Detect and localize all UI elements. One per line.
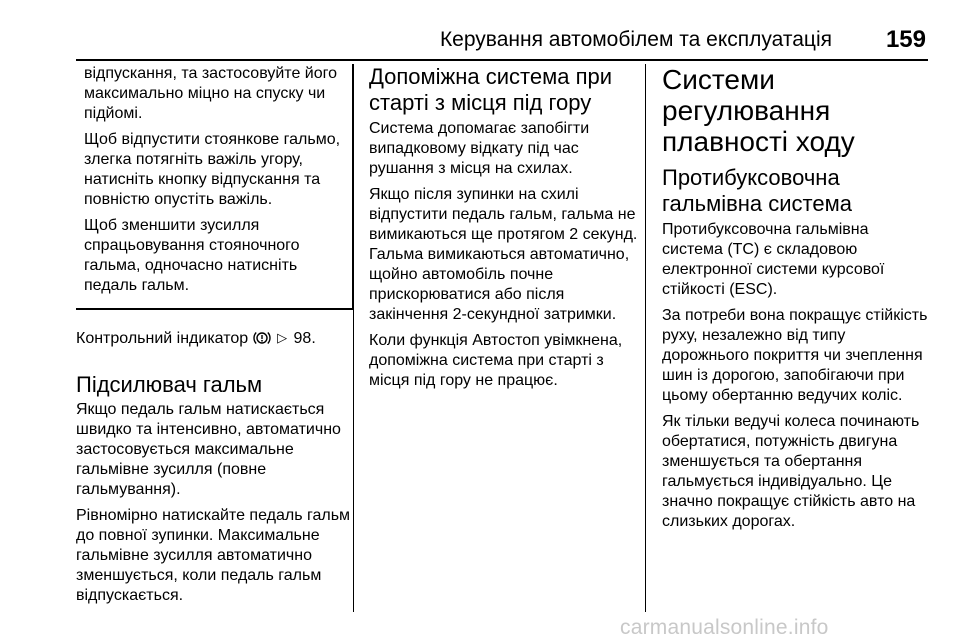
arrow-right-icon: ▷ <box>277 330 288 345</box>
indicator-label: Контрольний індикатор <box>76 330 249 347</box>
note-paragraph: Щоб зменшити зусилля спрацьовування стояночного гальма, одночасно натисніть педаль гальм. <box>84 217 300 294</box>
note-paragraph: відпускання, та застосовуйте його максимально міцно на спуску чи підйомі. <box>84 65 337 122</box>
body-paragraph: За потреби вона покращує стійкість руху, незалежно від типу дорожнього покриття чи зчеплення шин із дорогою, запобігаючи при цьому обертанню ведучих коліс. <box>662 307 928 404</box>
header-title: Керування автомобілем та експлуатація <box>439 28 832 51</box>
header-rule <box>76 59 928 61</box>
section-heading: Протибуксовочна гальмівна система <box>662 165 852 216</box>
body-paragraph: Якщо після зупинки на схилі відпустити педаль гальм, гальма не вимикаються ще протягом 2 секунд. Гальма вимикаються автоматично, щойно автомобіль почне прискорюватися або після закінчення 2-секундної затримки. <box>369 186 638 323</box>
chapter-heading: Системи регулювання плавності ходу <box>662 64 855 157</box>
section-heading: Підсилювач гальм <box>76 372 263 397</box>
body-paragraph: Протибуксовочна гальмівна система (TC) є складовою електронної системи курсової стійкості (ESC). <box>662 221 885 298</box>
column-1 <box>76 64 354 612</box>
column-divider-2 <box>645 64 646 612</box>
indicator-reference <box>76 328 354 352</box>
body-paragraph: Рівномірно натискайте педаль гальм до повної зупинки. Максимальне гальмівне зусилля автоматично зменшується, коли педаль гальм відпускається. <box>76 507 351 604</box>
page-number: 159 <box>885 26 926 53</box>
section-heading: Допоміжна система при старті з місця під гору <box>369 64 613 115</box>
body-paragraph: Якщо педаль гальм натискається швидко та інтенсивно, автоматично застосовується максимальне гальмівне зусилля (повне гальмування). <box>76 401 341 498</box>
brake-warning-icon <box>253 330 271 352</box>
body-paragraph: Як тільки ведучі колеса починають обертатися, потужність двигуна зменшується та обертання гальмується індивідуально. Це значно покращує стійкість авто на слизьких дорогах. <box>662 413 920 530</box>
page-reference-link[interactable]: 98. <box>293 330 316 347</box>
watermark: carmanualsonline.info <box>620 616 829 639</box>
column-2 <box>369 64 641 397</box>
body-paragraph: Система допомагає запобігти випадковому відкату під час рушання з місця на схилах. <box>369 120 590 177</box>
note-paragraph: Щоб відпустити стоянкове гальмо, злегка потягніть важіль угору, натисніть кнопку відпускання та повністю опустіть важіль. <box>84 131 341 208</box>
page-header <box>76 24 928 60</box>
column-3 <box>662 64 932 538</box>
note-box <box>76 64 354 310</box>
body-paragraph: Коли функція Автостоп увімкнена, допоміжна система при старті з місця під гору не працює. <box>369 332 623 389</box>
